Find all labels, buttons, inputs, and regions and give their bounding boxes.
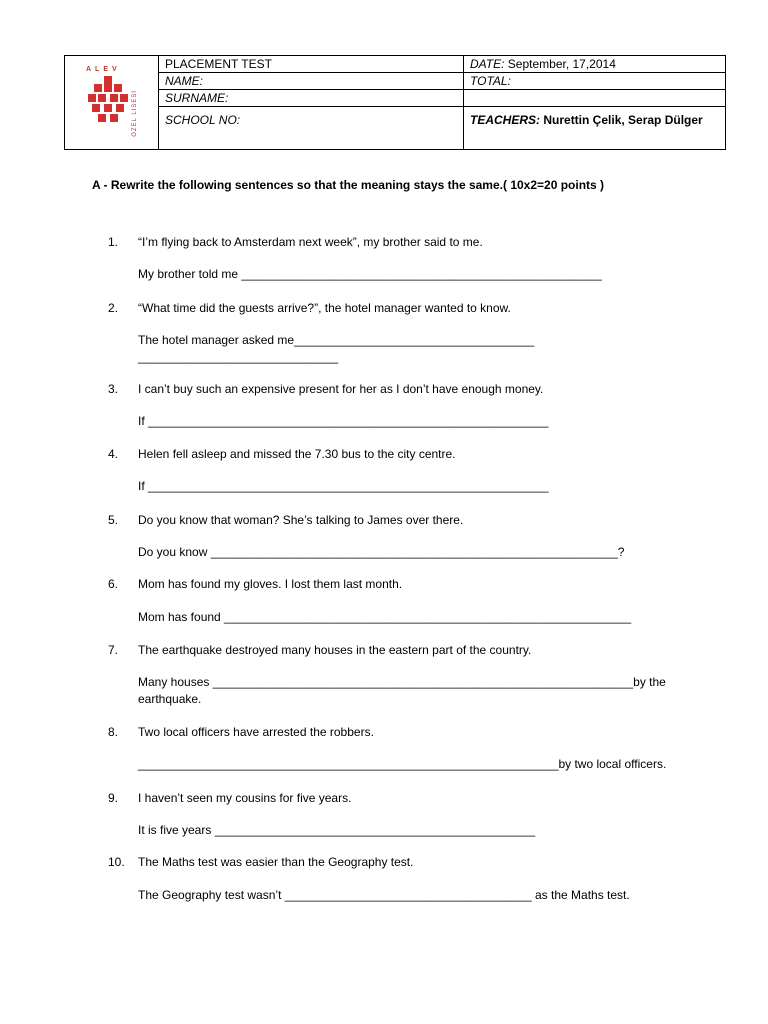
- question-text: Do you know that woman? She’s talking to James over there.: [138, 513, 464, 527]
- answer-line-1[interactable]: My brother told me ______________________________________________________: [138, 267, 602, 281]
- question-text: Two local officers have arrested the robbers.: [138, 725, 374, 739]
- answer-line-7b: earthquake.: [138, 692, 202, 706]
- total-label: TOTAL:: [470, 74, 511, 88]
- answer-line-2b[interactable]: ______________________________: [138, 350, 339, 364]
- answer-line-9[interactable]: It is five years ________________________________________________: [138, 823, 536, 837]
- question-8: [108, 725, 374, 740]
- teachers-label: TEACHERS:: [470, 113, 541, 127]
- question-7: [108, 643, 531, 658]
- section-a-instruction: A - Rewrite the following sentences so that the meaning stays the same.( 10x2=20 points ): [92, 178, 605, 192]
- placement-test-title: PLACEMENT TEST: [165, 57, 272, 71]
- question-number: 5.: [108, 513, 119, 527]
- answer-line-8[interactable]: _______________________________________________________________by two local officers.: [138, 757, 667, 771]
- logo-letters: ALEV: [86, 66, 121, 73]
- name-label: NAME:: [165, 74, 204, 88]
- question-text: The earthquake destroyed many houses in the eastern part of the country.: [138, 643, 532, 657]
- answer-line-6[interactable]: Mom has found _____________________________________________________________: [138, 610, 632, 624]
- question-text: “I’m flying back to Amsterdam next week”, my brother said to me.: [138, 235, 483, 249]
- teachers-cell: [470, 113, 703, 127]
- question-5: [108, 513, 463, 528]
- date-value: September, 17,2014: [504, 57, 616, 71]
- question-10: [108, 855, 413, 870]
- question-6: [108, 577, 402, 592]
- date-label: DATE:: [470, 57, 505, 71]
- question-number: 2.: [108, 301, 119, 315]
- question-number: 7.: [108, 643, 119, 657]
- question-4: [108, 447, 456, 462]
- question-9: [108, 791, 351, 806]
- date-cell: [470, 57, 616, 71]
- question-text: The Maths test was easier than the Geography test.: [138, 855, 414, 869]
- answer-line-10[interactable]: The Geography test wasn’t _____________________________________ as the Maths test.: [138, 888, 630, 902]
- question-number: 8.: [108, 725, 119, 739]
- logo-vertical-text: ÖZEL LİSESİ: [132, 90, 138, 137]
- teachers-value: Nurettin Çelik, Serap Dülger: [540, 113, 703, 127]
- answer-line-4[interactable]: If ____________________________________________________________: [138, 479, 549, 493]
- question-number: 9.: [108, 791, 119, 805]
- question-2: [108, 301, 511, 316]
- question-number: 4.: [108, 447, 119, 461]
- answer-line-3[interactable]: If ____________________________________________________________: [138, 414, 549, 428]
- question-text: Helen fell asleep and missed the 7.30 bus to the city centre.: [138, 447, 456, 461]
- question-text: I haven’t seen my cousins for five years.: [138, 791, 352, 805]
- question-number: 6.: [108, 577, 119, 591]
- school-logo: [84, 64, 156, 144]
- question-1: [108, 235, 483, 250]
- question-text: “What time did the guests arrive?”, the hotel manager wanted to know.: [138, 301, 511, 315]
- question-number: 10.: [108, 855, 125, 869]
- question-text: Mom has found my gloves. I lost them last month.: [138, 577, 403, 591]
- surname-label: SURNAME:: [165, 91, 229, 105]
- question-3: [108, 382, 543, 397]
- answer-line-2[interactable]: The hotel manager asked me____________________________________: [138, 333, 535, 347]
- answer-line-5[interactable]: Do you know _____________________________________________________________?: [138, 545, 625, 559]
- question-number: 3.: [108, 382, 119, 396]
- school-no-label: SCHOOL NO:: [165, 113, 241, 127]
- header-table: [64, 55, 726, 150]
- question-number: 1.: [108, 235, 119, 249]
- answer-line-7[interactable]: Many houses _______________________________________________________________by the: [138, 675, 666, 689]
- question-text: I can’t buy such an expensive present for her as I don’t have enough money.: [138, 382, 544, 396]
